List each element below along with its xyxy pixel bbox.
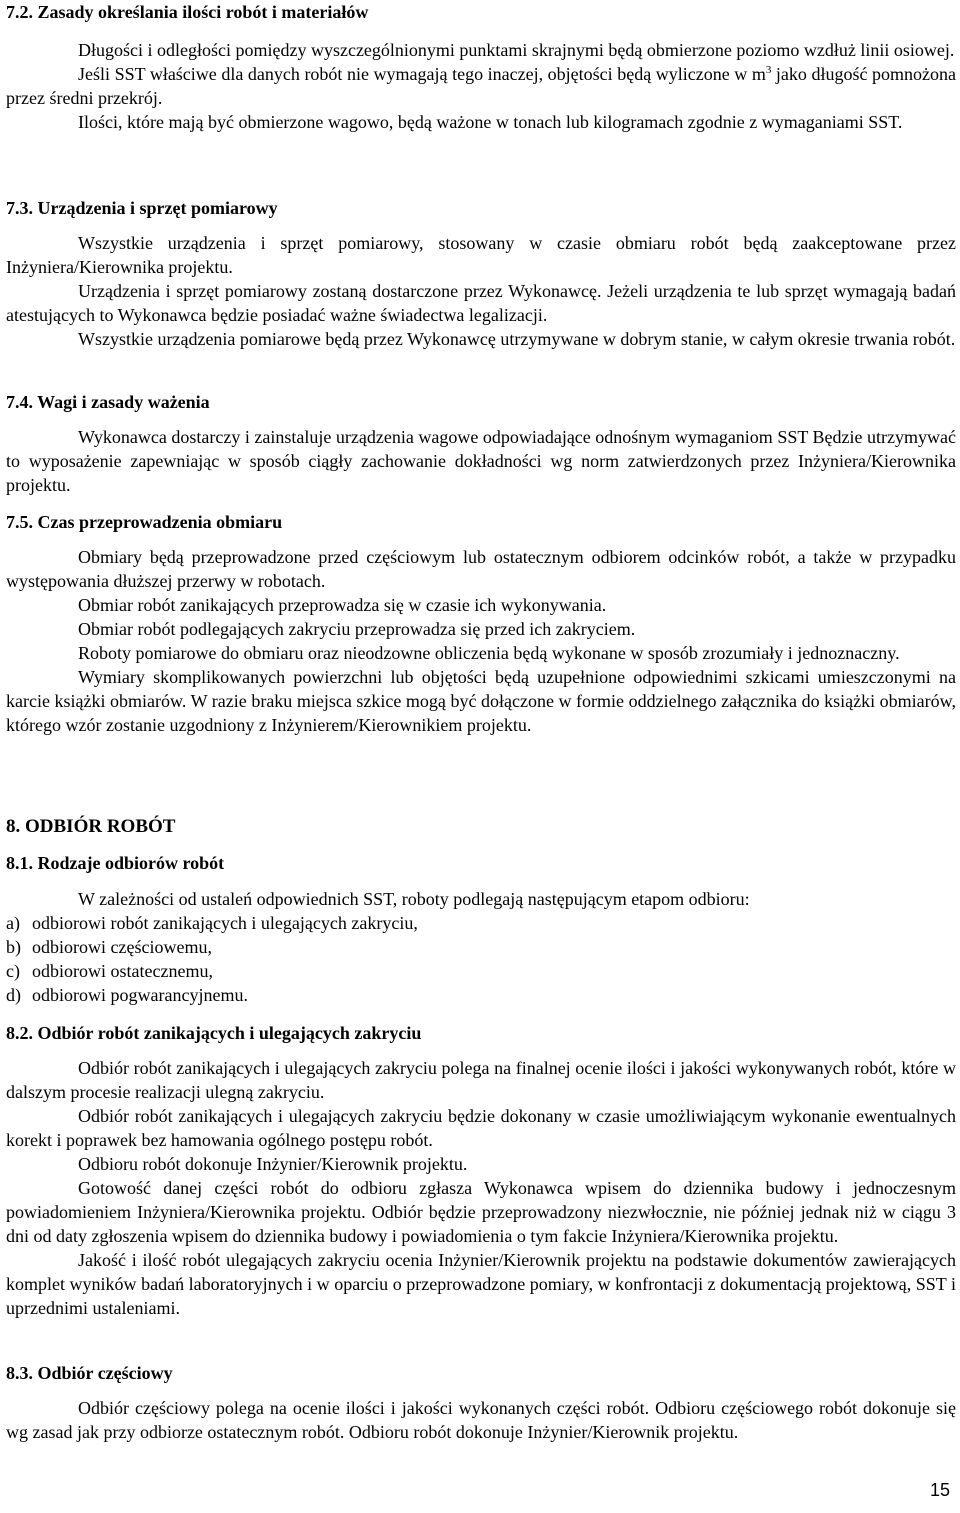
list-item: d) odbiorowi pogwarancyjnemu. [6,985,248,1005]
section-heading: 7.3. Urządzenia i sprzęt pomiarowy [6,198,278,218]
section-heading: 8.1. Rodzaje odbiorów robót [6,853,225,873]
section-8-1 [6,851,956,1007]
section-heading: 7.2. Zasady określania ilości robót i materiałów [6,2,369,22]
section-8-2 [6,1021,956,1320]
paragraph: Wszystkie urządzenia i sprzęt pomiarowy, stosowany w czasie obmiaru robót będą zaakceptowane przez Inżyniera/Kierownika projektu. [6,233,956,277]
chapter-heading: 8. ODBIÓR ROBÓT [6,816,176,837]
section-8-3 [6,1361,956,1444]
section-heading: 7.5. Czas przeprowadzenia obmiaru [6,512,283,532]
section-8 [6,815,956,839]
paragraph: Odbiór robót zanikających i ulegających zakryciu polega na finalnej ocenie ilości i jakości wykonywanych robót, które w dalszym procesie realizacji ulegną zakryciu. [6,1058,956,1102]
paragraph: Wszystkie urządzenia pomiarowe będą przez Wykonawcę utrzymywane w dobrym stanie, w całym okresie trwania robót. [78,329,956,349]
paragraph: Urządzenia i sprzęt pomiarowy zostaną dostarczone przez Wykonawcę. Jeżeli urządzenia te lub sprzęt wymagają badań atestujących to Wykonawca będzie posiadać ważne świadectwa legalizacji. [6,281,956,325]
paragraph: W zależności od ustaleń odpowiednich SST, roboty podlegają następującym etapom odbioru: [78,889,750,909]
paragraph: Wymiary skomplikowanych powierzchni lub objętości będą uzupełnione odpowiednimi szkicami umieszczonymi na karcie książki obmiarów. W razie braku miejsca szkice mogą być dołączone w formie oddzielnego załącznika do książki obmiarów, którego wzór zostanie uzgodniony z Inżynierem/Kierownikiem projektu. [6,667,956,735]
list-item: c) odbiorowi ostatecznemu, [6,961,213,981]
section-7-2 [6,0,956,134]
section-heading: 8.2. Odbiór robót zanikających i ulegających zakryciu [6,1023,422,1043]
paragraph: Roboty pomiarowe do obmiaru oraz nieodzowne obliczenia będą wykonane w sposób zrozumiały i jednoznaczny. [78,643,900,663]
paragraph: Jeśli SST właściwe dla danych robót nie wymagają tego inaczej, objętości będą wyliczone w $m^3$ jako długość pomnożona przez średni przekrój. [6,64,956,108]
list-item: b) odbiorowi częściowemu, [6,937,212,957]
paragraph: Obmiar robót podlegających zakryciu przeprowadza się przed ich zakryciem. [78,619,636,639]
list-item: a) odbiorowi robót zanikających i ulegających zakryciu, [6,913,418,933]
section-7-5 [6,510,956,737]
paragraph: Jakość i ilość robót ulegających zakryciu ocenia Inżynier/Kierownik projektu na podstawie dokumentów zawierających komplet wyników badań laboratoryjnych i w oparciu o przeprowadzone pomiary, w konfrontacji z dokumentacją projektową, SST i uprzednimi ustaleniami. [6,1250,956,1318]
page-number: 15 [929,1480,950,1500]
section-heading: 7.4. Wagi i zasady ważenia [6,392,210,412]
paragraph: Obmiary będą przeprowadzone przed częściowym lub ostatecznym odbiorem odcinków robót, a także w przypadku występowania dłuższej przerwy w robotach. [6,547,956,591]
paragraph: Odbioru robót dokonuje Inżynier/Kierownik projektu. [78,1154,468,1174]
section-heading: 8.3. Odbiór częściowy [6,1363,173,1383]
section-7-4 [6,390,956,497]
paragraph: Długości i odległości pomiędzy wyszczególnionymi punktami skrajnymi będą obmierzone poziomo wzdłuż linii osiowej. [78,40,955,60]
paragraph: Odbiór robót zanikających i ulegających zakryciu będzie dokonany w czasie umożliwiającym wykonanie ewentualnych korekt i poprawek bez hamowania ogólnego postępu robót. [6,1106,956,1150]
paragraph: Obmiar robót zanikających przeprowadza się w czasie ich wykonywania. [78,595,607,615]
paragraph: Wykonawca dostarczy i zainstaluje urządzenia wagowe odpowiadające odnośnym wymaganiom SST Będzie utrzymywać to wyposażenie zapewniając w sposób ciągły zachowanie dokładności wg norm zatwierdzonych przez Inżyniera/Kierownika projektu. [6,427,956,495]
paragraph: Gotowość danej części robót do odbioru zgłasza Wykonawca wpisem do dziennika budowy i jednoczesnym powiadomieniem Inżyniera/Kierownika projektu. Odbiór będzie przeprowadzony niezwłocznie, nie później jednak niż w ciągu 3 dni od daty zgłoszenia wpisem do dziennika budowy i powiadomienia o tym fakcie Inżyniera/Kierownika projektu. [6,1178,956,1246]
section-7-3 [6,196,956,351]
paragraph: Ilości, które mają być obmierzone wagowo, będą ważone w tonach lub kilogramach zgodnie z wymaganiami SST. [78,112,903,132]
paragraph: Odbiór częściowy polega na ocenie ilości i jakości wykonanych części robót. Odbioru częściowego robót dokonuje się wg zasad jak przy odbiorze ostatecznym robót. Odbioru robót dokonuje Inżynier/Kierownik projektu. [6,1398,956,1442]
